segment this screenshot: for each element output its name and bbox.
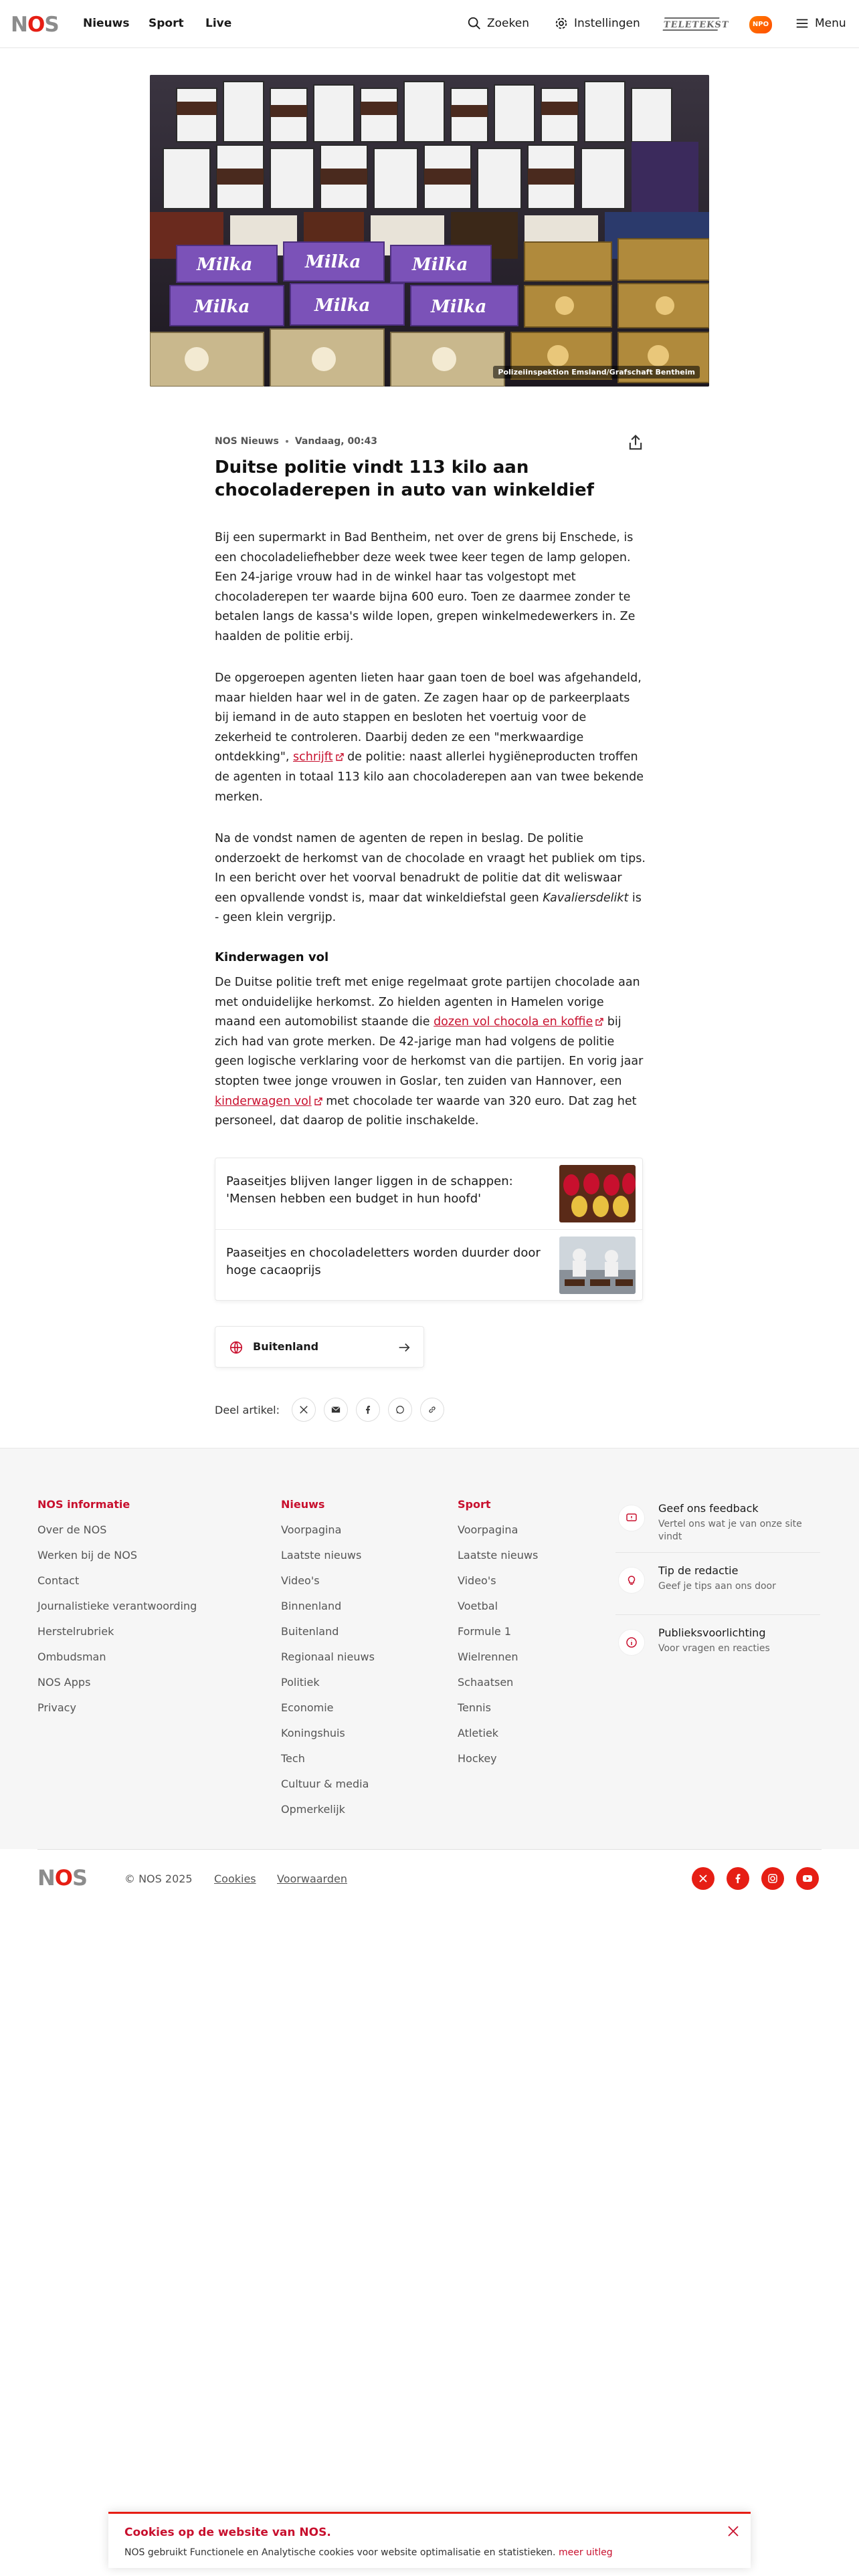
npo-logo[interactable]: NPO bbox=[749, 16, 772, 33]
p2-text-b: de politie: naast allerlei hygiëneproducten troffen de agenten in totaal 113 kilo aan chocoladerepen aan van twee bekende merken. bbox=[215, 750, 644, 804]
footer-link[interactable]: Regionaal nieuws bbox=[281, 1650, 375, 1663]
article-source: NOS Nieuws bbox=[215, 436, 279, 447]
speech-bubble-icon bbox=[626, 1512, 638, 1524]
x-icon bbox=[698, 1873, 708, 1884]
external-link-icon bbox=[314, 1097, 322, 1105]
feedback-subtitle: Vertel ons wat je van onze site vindt bbox=[658, 1519, 802, 1542]
footer-link[interactable]: Voorpagina bbox=[458, 1523, 518, 1536]
tip-redactie-link[interactable] bbox=[615, 1560, 820, 1610]
article-meta bbox=[215, 436, 377, 447]
footer-link[interactable]: Voorpagina bbox=[281, 1523, 342, 1536]
nav-nieuws[interactable]: Nieuws bbox=[83, 17, 130, 30]
footer-link[interactable]: Economie bbox=[281, 1701, 334, 1714]
voorwaarden-link[interactable]: Voorwaarden bbox=[277, 1872, 347, 1885]
x-icon bbox=[299, 1405, 308, 1414]
footer-link[interactable]: Politiek bbox=[281, 1676, 320, 1689]
footer-link[interactable]: Formule 1 bbox=[458, 1625, 511, 1638]
p2-text-a: De opgeroepen agenten lieten haar gaan toen de boel was afgehandeld, maar hielden haar wel in de gaten. Ze zagen haar op de parkeerplaats bij iemand in de auto stappen en besloten het voertuig voor de zekerheid te controleren. Daarbij deden ze een "merkwaardige ontdekking", bbox=[215, 671, 642, 764]
publieksvoorlichting-link[interactable] bbox=[615, 1622, 820, 1672]
facebook-icon bbox=[733, 1873, 743, 1884]
svg-text:Milka: Milka bbox=[305, 252, 361, 272]
footer-link[interactable]: Ombudsman bbox=[37, 1650, 106, 1663]
share-icon[interactable] bbox=[626, 433, 645, 452]
p4-text-c: met chocolade ter waarde van 320 euro. Dat zag het personeel, dat daarop de politie inschakelde. bbox=[215, 1094, 637, 1128]
site-header bbox=[0, 0, 859, 48]
social-facebook-button[interactable] bbox=[727, 1867, 749, 1890]
footer-link[interactable]: Privacy bbox=[37, 1701, 76, 1714]
topic-label: Buitenland bbox=[253, 1340, 319, 1353]
p3-text-b: is - geen klein vergrijp. bbox=[215, 891, 642, 925]
facebook-icon bbox=[363, 1405, 373, 1414]
related-title: Paaseitjes blijven langer liggen in de schappen: 'Mensen hebben een budget in hun hoofd' bbox=[226, 1174, 513, 1206]
footer-link[interactable]: Video's bbox=[458, 1574, 496, 1587]
cookies-link[interactable]: Cookies bbox=[214, 1872, 256, 1885]
related-item[interactable] bbox=[215, 1158, 642, 1229]
footer-heading: Nieuws bbox=[281, 1498, 325, 1511]
share-row bbox=[215, 1398, 444, 1422]
footer-link[interactable]: Journalistieke verantwoording bbox=[37, 1600, 197, 1612]
footer-link[interactable]: Tech bbox=[281, 1752, 305, 1765]
related-title: Paaseitjes en chocoladeletters worden duurder door hoge cacaoprijs bbox=[226, 1246, 541, 1277]
svg-text:Milka: Milka bbox=[412, 255, 468, 275]
social-youtube-button[interactable] bbox=[796, 1867, 819, 1890]
whatsapp-icon bbox=[395, 1405, 405, 1414]
svg-text:Milka: Milka bbox=[314, 296, 371, 316]
external-link-icon bbox=[336, 753, 344, 761]
footer-divider bbox=[37, 1849, 822, 1850]
related-articles bbox=[215, 1158, 643, 1301]
footer-link[interactable]: Herstelrubriek bbox=[37, 1625, 114, 1638]
footer-nos-logo[interactable]: NOS bbox=[37, 1865, 88, 1891]
footer-link[interactable]: Laatste nieuws bbox=[281, 1549, 362, 1562]
cookie-title: Cookies op de website van NOS. bbox=[124, 2526, 331, 2539]
tip-subtitle: Geef je tips aan ons door bbox=[658, 1581, 776, 1592]
footer-link[interactable]: Voetbal bbox=[458, 1600, 498, 1612]
settings-label: Instellingen bbox=[574, 17, 640, 30]
footer-link[interactable]: Binnenland bbox=[281, 1600, 342, 1612]
article-title: Duitse politie vindt 113 kilo aan chocoladerepen in auto van winkeldief bbox=[215, 457, 594, 500]
instagram-icon bbox=[767, 1873, 778, 1884]
p3-text-a: Na de vondst namen de agenten de repen in beslag. De politie onderzoekt de herkomst van de chocolade en vraagt het publiek om tips. In een bericht over het voorval benadrukt de politie dat dit weliswaar een opvallende vondst is, maar dat winkeldiefstal geen bbox=[215, 832, 646, 905]
search-icon bbox=[467, 16, 482, 31]
footer-link[interactable]: Video's bbox=[281, 1574, 320, 1587]
nos-logo[interactable]: NOS bbox=[11, 13, 59, 37]
footer-link[interactable]: Koningshuis bbox=[281, 1727, 345, 1739]
footer-link[interactable]: NOS Apps bbox=[37, 1676, 91, 1689]
article-paragraph-4 bbox=[215, 973, 646, 1132]
article-timestamp: Vandaag, 00:43 bbox=[294, 436, 378, 447]
related-item[interactable] bbox=[215, 1230, 642, 1301]
footer-link[interactable]: Wielrennen bbox=[458, 1650, 518, 1663]
svg-text:Milka: Milka bbox=[197, 255, 253, 275]
search-label: Zoeken bbox=[487, 17, 529, 30]
chocolate-shelf-illustration bbox=[150, 75, 709, 387]
article-paragraph-3 bbox=[215, 829, 646, 928]
mail-icon bbox=[331, 1405, 341, 1414]
gear-icon bbox=[554, 16, 569, 31]
footer-col-nos-informatie bbox=[37, 1497, 197, 1725]
cookie-banner bbox=[108, 2512, 751, 2568]
schrijft-link[interactable]: schrijft bbox=[293, 750, 343, 764]
feedback-divider bbox=[615, 1614, 820, 1615]
menu-button[interactable] bbox=[795, 16, 846, 31]
tip-icon-wrap bbox=[618, 1567, 645, 1594]
footer-link[interactable]: Atletiek bbox=[458, 1727, 499, 1739]
p4-text-b: bij zich had van grote merken. De 42-jarige man had volgens de politie geen logische verklaring voor de herkomst van die partijen. En vorig jaar stopten twee jonge vrouwen in Goslar, ten zuiden van Hannover, een bbox=[215, 1015, 644, 1088]
footer-link[interactable]: Over de NOS bbox=[37, 1523, 107, 1536]
link-icon bbox=[427, 1405, 437, 1414]
article-paragraph-2 bbox=[215, 669, 646, 807]
feedback-divider bbox=[615, 1552, 820, 1553]
hero-image bbox=[150, 75, 709, 387]
search-button[interactable] bbox=[467, 16, 529, 31]
share-link-button[interactable] bbox=[420, 1398, 444, 1422]
close-icon[interactable] bbox=[725, 2523, 741, 2539]
related-thumbnail bbox=[559, 1237, 636, 1294]
lightbulb-icon bbox=[626, 1574, 638, 1586]
cookie-meer-uitleg-link[interactable]: meer uitleg bbox=[558, 2547, 613, 2558]
feedback-title: Geef ons feedback bbox=[658, 1502, 759, 1515]
tip-title: Tip de redactie bbox=[658, 1564, 739, 1577]
footer-link[interactable]: Opmerkelijk bbox=[281, 1803, 345, 1816]
share-whatsapp-button[interactable] bbox=[388, 1398, 412, 1422]
subheading-kinderwagen: Kinderwagen vol bbox=[215, 950, 329, 964]
copyright: © NOS 2025 bbox=[124, 1872, 193, 1885]
info-icon-wrap bbox=[618, 1629, 645, 1656]
teletekst-link[interactable]: TELETEKST bbox=[663, 17, 720, 31]
kinderwagen-link[interactable]: kinderwagen vol bbox=[215, 1095, 322, 1108]
arrow-right-icon bbox=[397, 1340, 411, 1355]
hamburger-icon bbox=[795, 16, 809, 31]
info-icon bbox=[626, 1636, 638, 1648]
feedback-link[interactable] bbox=[615, 1498, 820, 1547]
article-paragraph-1: Bij een supermarkt in Bad Bentheim, net over de grens bij Enschede, is een chocoladeliefhebber deze week twee keer tegen de lamp gelopen. Een 24-jarige vrouw had in de winkel haar tas volgestopt met chocoladerepen ter waarde bijna 600 euro. Toen ze daarmee zonder te betalen langs de kassa's wilde lopen, grepen winkelmedewerkers in. Ze haalden de politie erbij. bbox=[215, 531, 636, 643]
footer-link[interactable]: Werken bij de NOS bbox=[37, 1549, 138, 1562]
social-instagram-button[interactable] bbox=[761, 1867, 784, 1890]
dozen-link[interactable]: dozen vol chocola en koffie bbox=[434, 1015, 603, 1029]
publieks-subtitle: Voor vragen en reacties bbox=[658, 1643, 770, 1654]
svg-text:Milka: Milka bbox=[431, 297, 487, 317]
footer-link[interactable]: Hockey bbox=[458, 1752, 497, 1765]
footer-link[interactable]: Cultuur & media bbox=[281, 1778, 369, 1790]
footer-heading: NOS informatie bbox=[37, 1498, 130, 1511]
menu-label: Menu bbox=[815, 17, 846, 30]
nav-sport[interactable]: Sport bbox=[149, 17, 184, 30]
share-label: Deel artikel: bbox=[215, 1403, 280, 1416]
footer-link[interactable]: Laatste nieuws bbox=[458, 1549, 539, 1562]
footer-link[interactable]: Contact bbox=[37, 1574, 80, 1587]
meta-separator bbox=[286, 440, 288, 443]
topic-buitenland[interactable] bbox=[215, 1326, 424, 1368]
publieks-title: Publieksvoorlichting bbox=[658, 1626, 766, 1639]
share-facebook-button[interactable] bbox=[356, 1398, 380, 1422]
social-x-button[interactable] bbox=[692, 1867, 714, 1890]
settings-button[interactable] bbox=[554, 16, 640, 31]
external-link-icon bbox=[595, 1018, 603, 1026]
footer-heading: Sport bbox=[458, 1498, 491, 1511]
nav-live[interactable]: Live bbox=[205, 17, 232, 30]
footer-col-nieuws bbox=[281, 1497, 375, 1827]
share-email-button[interactable] bbox=[324, 1398, 348, 1422]
photo-credit: Polizeiinspektion Emsland/Grafschaft Bentheim bbox=[493, 366, 700, 379]
p3-italic: Kavaliersdelikt bbox=[543, 891, 629, 905]
svg-text:Milka: Milka bbox=[194, 297, 250, 317]
footer-link[interactable]: Buitenland bbox=[281, 1625, 339, 1638]
p4-text-a: De Duitse politie treft met enige regelmaat grote partijen chocolade aan met onduidelijke herkomst. Zo hielden agenten in Hamelen vorige maand een automobilist staande die bbox=[215, 976, 640, 1029]
footer-link[interactable]: Schaatsen bbox=[458, 1676, 514, 1689]
share-x-button[interactable] bbox=[292, 1398, 316, 1422]
youtube-icon bbox=[802, 1873, 813, 1884]
footer-col-sport bbox=[458, 1497, 538, 1776]
globe-icon bbox=[229, 1340, 244, 1355]
cookie-description: NOS gebruikt Functionele en Analytische cookies voor website optimalisatie en statistieken. meer uitleg bbox=[124, 2547, 613, 2558]
related-thumbnail bbox=[559, 1165, 636, 1222]
feedback-icon-wrap bbox=[618, 1505, 645, 1531]
footer-link[interactable]: Tennis bbox=[458, 1701, 491, 1714]
